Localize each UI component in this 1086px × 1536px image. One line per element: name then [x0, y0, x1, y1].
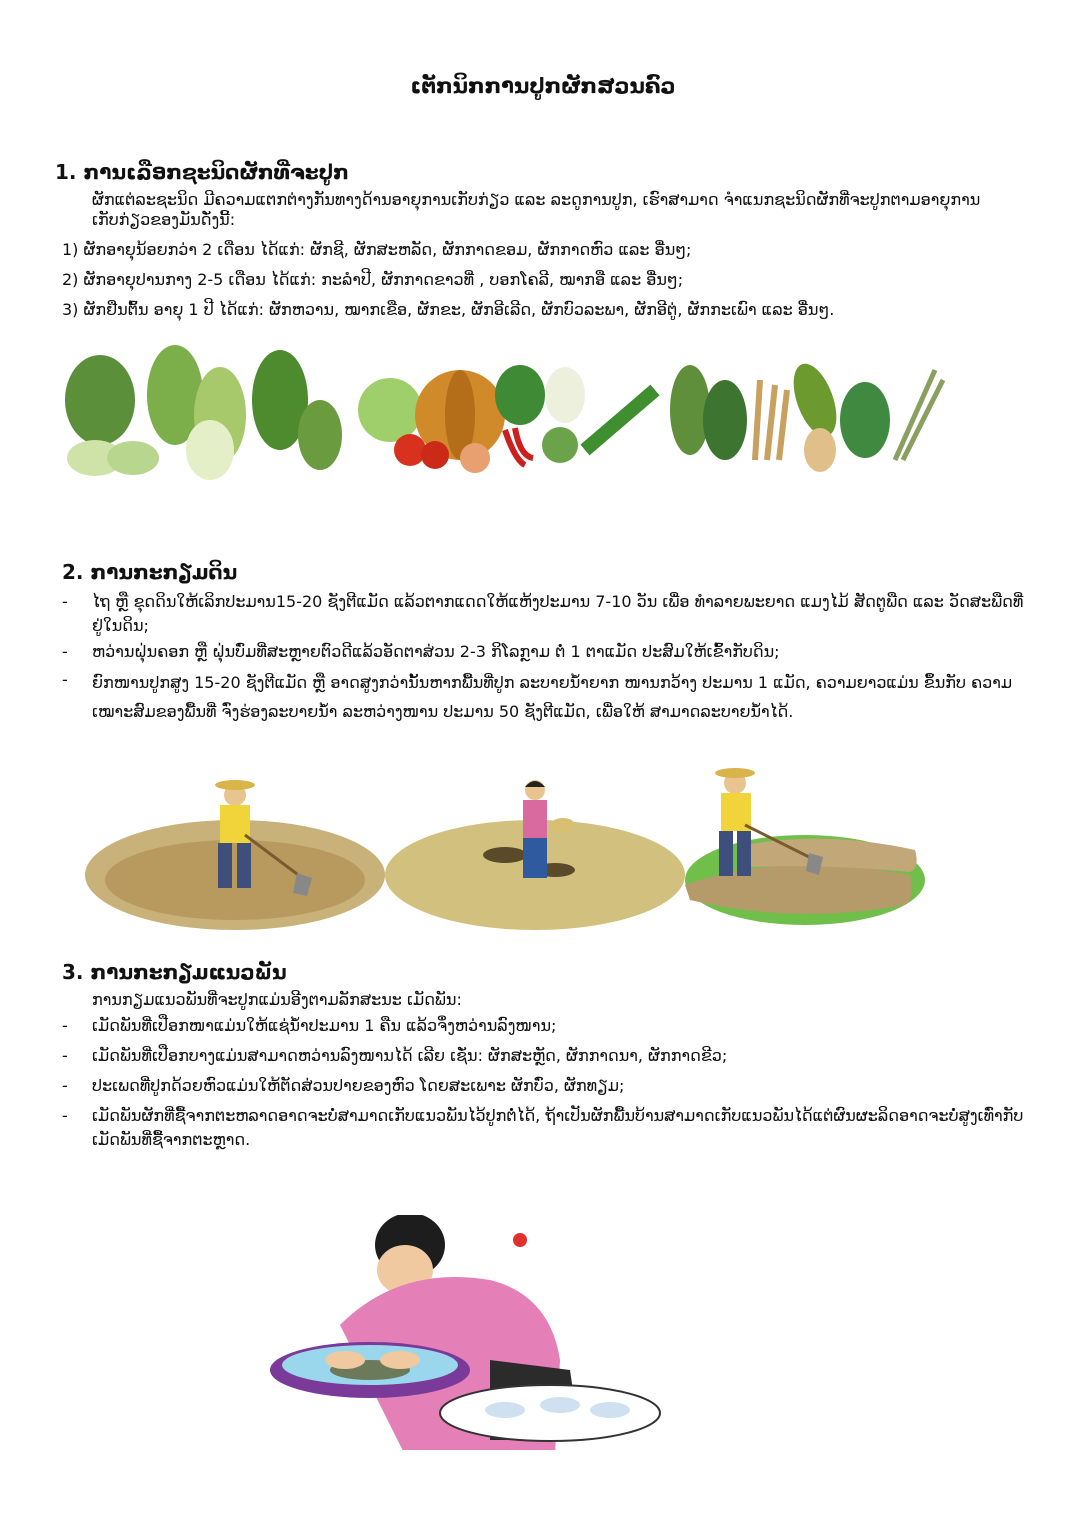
section3-item-2: ເມັດພັນທີ່ເປືອກບາງແມ່ນສາມາດຫວ່ານລົງໜານໄດ້ ເລີຍ ເຊັ່ນ: ຜັກສະຫຼັດ, ຜັກກາດນາ, ຜັກກາດຂີວ; — [92, 1046, 728, 1065]
section1-item-1: 1) ຜັກອາຍຸນ້ອຍກວ່າ 2 ເດືອນ ໄດ້ແກ່: ຜັກຊີ, ຜັກສະຫລັດ, ຜັກກາດຂອມ, ຜັກກາດຫົວ ແລະ ອື່ນໆ; — [62, 240, 692, 259]
section2-heading: 2. ການກະກຽມດິນ — [62, 560, 238, 584]
leafy-greens-group — [65, 345, 342, 480]
page-title: ເຕັກນິກການປູກຜັກສວນຄົວ — [410, 74, 676, 98]
section1-item-3: 3) ຜັກຢືນຕົ້ນ ອາຍຸ 1 ປີ ໄດ້ແກ່: ຜັກຫວານ, ໝາກເຂືອ, ຜັກຂະ, ຜັກອີເລີດ, ຜັກບົວລະພາ, ຜັກອີຕູ່, ຜັກກະເພົາ ແລະ ອື່ນໆ. — [62, 300, 835, 319]
section1-item-2: 2) ຜັກອາຍຸປານກາງ 2-5 ເດືອນ ໄດ້ແກ່: ກະລຳປີ, ຜັກກາດຂາວທີ່ , ບອກໂຄລີ, ໝາກອື ແລະ ອື່ນໆ; — [62, 270, 684, 289]
section1-heading: 1. ການເລືອກຊະນິດຜັກທີ່ຈະປູກ — [55, 160, 349, 184]
bed-raising-scene — [685, 768, 925, 925]
bullet-dash: - — [62, 670, 68, 689]
section3-item-4: ເມັດພັນຜັກທີ່ຊື້ຈາກຕະຫລາດອາດຈະບໍ່ສາມາດເກັບແນວພັນໄວ້ປູກຕໍ່ໄດ້, ຖ້າເປັນຜັກພື້ນບ້ານສາມາດເກັບແນວພັນໄດ້ແຕ່ຜົນຜະລິດອາດຈະບໍ່ສູງເທົ່າກັບເມັດພັນທີ່ຊື້ຈາກຕະຫຼາດ. — [92, 1106, 1024, 1149]
fertilizing-scene — [385, 780, 685, 930]
bullet-dash: - — [62, 1106, 68, 1125]
bullet-dash: - — [62, 592, 68, 611]
section2-item-3: ຍົກໜານປູກສູງ 15-20 ຊັງຕີແມັດ ຫຼື ອາດສູງກວ່ານັ້ນຫາກພື້ນທີ່ປູກ ລະບາຍນ້ຳຍາກ ໜານກວ້າງ ປະມານ 1 ແມັດ, ຄວາມຍາວແມ່ນ ຂຶ້ນກັບ ຄວາມເໝາະສົມຂອງພື້ນທີ່ ຈົ່ງຮ່ອງລະບາຍນ້ຳ ລະຫວ່າງໜານ ປະມານ 50 ຊັງຕີແມັດ, ເພື່ອໃຫ້ ສາມາດລະບາຍນ້ຳໄດ້. — [92, 673, 1013, 721]
bullet-dash: - — [62, 1076, 68, 1095]
section3-heading: 3. ການກະກຽມແນວພັນ — [62, 960, 287, 984]
bullet-dash: - — [62, 642, 68, 661]
section3-item-3: ປະເພດທີ່ປູກດ້ວຍຫົວແມ່ນໃຫ້ຕັດສ່ວນປາຍຂອງຫົວ ໂດຍສະເພາະ ຜັກບົ່ວ, ຜັກທຽມ; — [92, 1076, 625, 1095]
section1-intro: ຜັກແຕ່ລະຊະນິດ ມີຄວາມແຕກຕ່າງກັນທາງດ້ານອາຍຸການເກັບກ່ຽວ ແລະ ລະດູການປູກ, ເຮົາສາມາດ ຈຳແນກຊະນິດຜັກທີ່ຈະປູກຕາມອາຍຸການເກັບກ່ຽວຂອງມັນດັ່ງນີ້: — [92, 190, 981, 229]
herbs-group — [670, 358, 943, 472]
section3-intro: ການກຽມແນວພັນທີ່ຈະປູກແມ່ນອີງຕາມລັກສະນະ ເມັດພັນ: — [92, 990, 462, 1009]
soil-preparation-illustration — [85, 765, 925, 930]
mixed-vegetables-group — [358, 365, 655, 473]
section2-item-1: ໄຖ ຫຼື ຂຸດດິນໃຫ້ເລິກປະມານ15-20 ຊັງຕີແມັດ ແລ້ວຕາກແດດໃຫ້ແຫ້ງປະມານ 7-10 ວັນ ເພື່ອ ທຳລາຍພະຍາດ ແມງໄມ້ ສັດຕູພືດ ແລະ ວັດສະພືດທີ່ຢູ່ໃນດິນ; — [92, 592, 1024, 635]
bullet-dash: - — [62, 1046, 68, 1065]
tilling-scene — [85, 780, 385, 930]
vegetables-illustration — [55, 340, 950, 490]
seed-soaking-illustration — [220, 1215, 670, 1450]
section3-item-1: ເມັດພັນທີ່ເປືອກໜາແມ່ນໃຫ້ແຊ່ນ້ຳປະມານ 1 ຄືນ ແລ້ວຈຶ່ງຫວ່ານລົງໜານ; — [92, 1016, 557, 1035]
section2-item-2: ຫວ່ານຝຸ່ນຄອກ ຫຼື ຝຸ່ນບົ່ມທີ່ສະຫຼາຍຕົວດີແລ້ວອັດຕາສ່ວນ 2-3 ກິໂລກຼາມ ຕໍ່ 1 ຕາແມັດ ປະສົມໃຫ້ເຂົ້າກັບດິນ; — [92, 642, 780, 661]
bullet-dash: - — [62, 1016, 68, 1035]
